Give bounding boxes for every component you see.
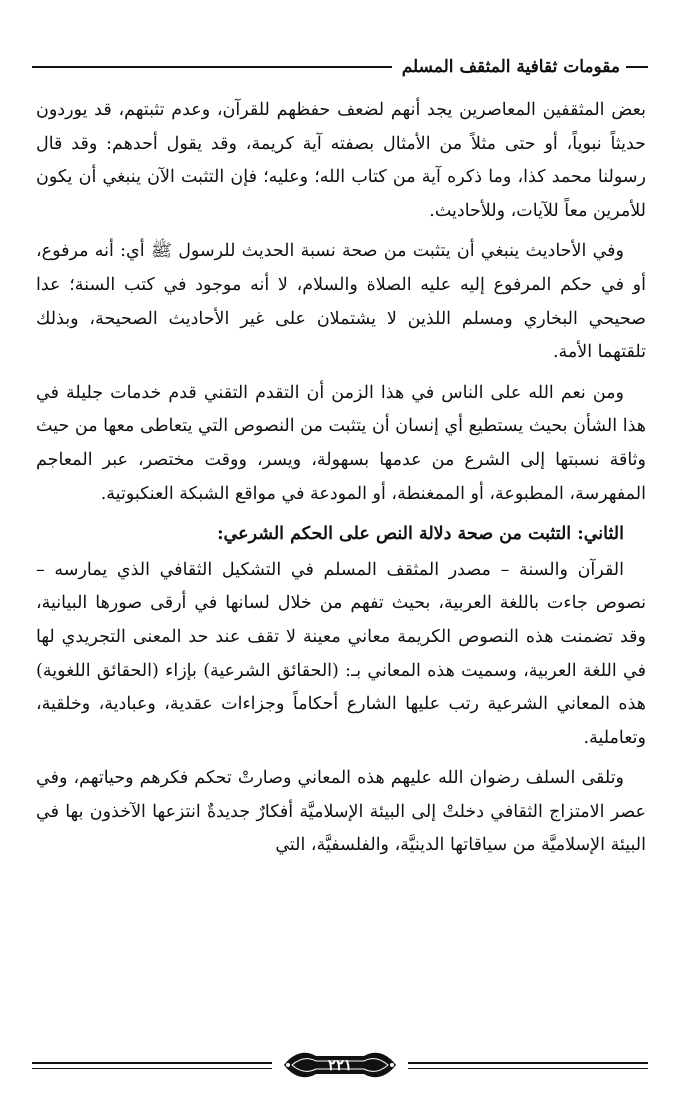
paragraph-5: وتلقى السلف رضوان الله عليهم هذه المعاني وصارتْ تحكم فكرهم وحياتهم، وفي عصر الامتزاج الثقافي دخلتْ إلى البيئة الإسلاميَّة أفكارٌ جديدةٌ انتزعها الآخذون بها في البيئة الإسلاميَّة من سياقاتها الدينيَّة، والفلسفيَّة، التي [36,768,646,856]
footer-rule-right [408,1062,648,1064]
section-heading: الثاني: التثبت من صحة دلالة النص على الحكم الشرعي: [217,524,624,545]
footer-rule-left-thin [32,1068,272,1069]
page-number: ٢٢١ [327,1056,353,1074]
paragraph-4: القرآن والسنة – مصدر المثقف المسلم في التشكيل الثقافي الذي يمارسه – نصوص جاءت باللغة العربية، بحيث تفهم من خلال لسانها في أرقى صورها البيانية، وقد تضمنت هذه النصوص الكريمة معاني معينة لا تقف عند حد المعنى التجريدي لها في اللغة العربية، وسميت هذه المعاني بـ: (الحقائق الشرعية) بإزاء (الحقائق اللغوية) هذه المعاني الشرعية رتب عليها الشارع أحكاماً وجزاءات عقدية، وعبادية، وخلقية، وتعاملية. [36,559,646,748]
paragraph-3: ومن نعم الله على الناس في هذا الزمن أن التقدم التقني قدم خدمات جليلة في هذا الشأن بحيث يستطيع أي إنسان أن يتثبت من النصوص التي يتعاطى معها من حيث وثاقة نسبتها إلى الشرع من عدمها بسهولة، ويسر، ووقت مختصر، عبر المعاجم المفهرسة، المطبوعة، أو الممغنطة، أو المودعة في مواقع الشبكة العنكبوتية. [36,382,646,504]
footer-rule-left [32,1062,272,1064]
header-title: مقومات ثقافية المثقف المسلم [401,57,620,77]
paragraph-1: بعض المثقفين المعاصرين يجد أنهم لضعف حفظهم للقرآن، وعدم تثبتهم، قد يوردون حديثاً نبوياً، أو حتى مثلاً من الأمثال بصفته آية كريمة، وقد يقول أحدهم: وقد قال رسولنا محمد كذا، وما ذكره آية من كتاب الله؛ وعليه؛ فإن التثبت الآن ينبغي أن يكون للأمرين معاً للآيات، وللأحاديث. [36,100,646,221]
header-rule [32,66,392,68]
body-text [36,94,646,870]
page-footer [32,1042,648,1086]
running-header [32,50,648,84]
header-dash [626,66,648,68]
footer-rule-right-thin [408,1068,648,1069]
paragraph-2: وفي الأحاديث ينبغي أن يتثبت من صحة نسبة الحديث للرسول ﷺ أي: أنه مرفوع، أو في حكم المرفوع إليه عليه الصلاة والسلام، لا أنه موجود في كتب السنة؛ عدا صحيحي البخاري ومسلم اللذين لا يشتملان على غير الأحاديث الصحيحة، وبذلك تلقتهما الأمة. [36,241,646,363]
